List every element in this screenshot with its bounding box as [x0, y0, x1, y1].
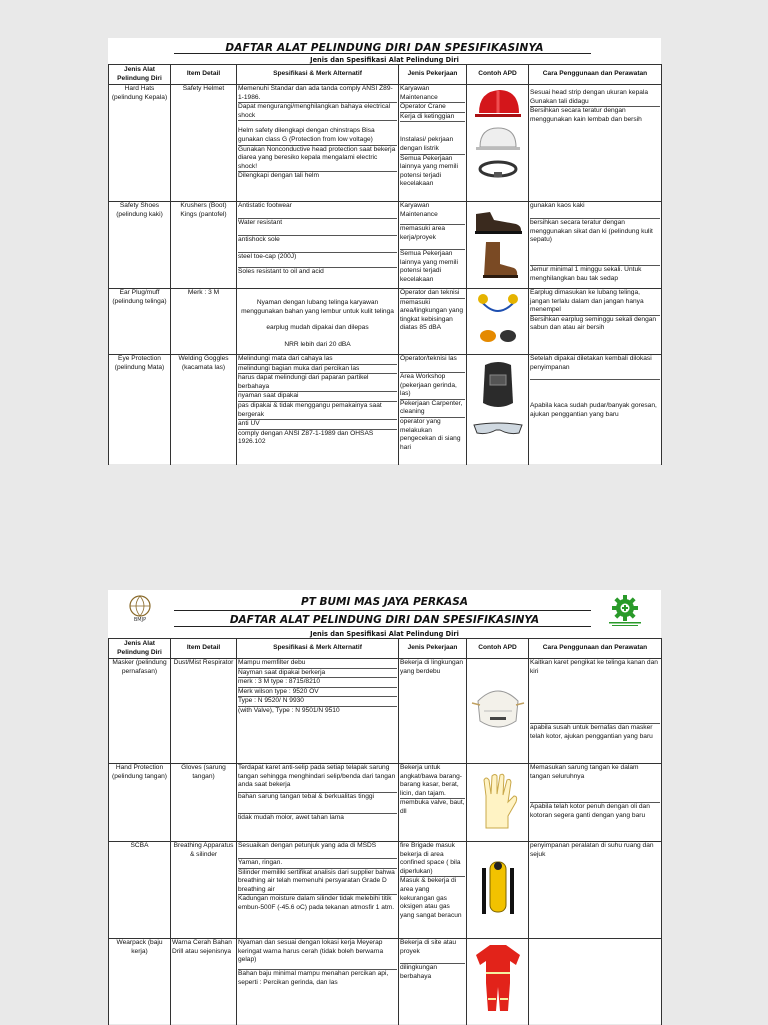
spec-line: Helm safety dilengkapi dengan chinstraps Bisa gunakan class G (Protection from low voltage)	[238, 127, 397, 145]
contoh-apd-cell	[467, 355, 529, 465]
title-rule	[174, 53, 591, 54]
cara-cell	[529, 202, 662, 289]
contoh-apd-cell	[467, 939, 529, 1025]
contoh-apd-cell	[467, 659, 529, 764]
header-contoh: Contoh APD	[467, 65, 529, 85]
safety-glasses-icon	[471, 419, 525, 439]
spec-line: Melindungi mata dari cahaya las	[238, 355, 397, 365]
pekerjaan-line: Bekerja untuk angkat/bawa barang-barang kasar, berat, licin, dan tajam.	[400, 764, 465, 799]
cara-line: bersihkan secara teratur dengan menggunakan sikat dan ki (pelindung kulit sepatu)	[530, 219, 660, 266]
spec-line: earplug mudah dipakai dan dilepas	[266, 324, 369, 332]
spec-line: (with Valve), Type : N 9501/N 9510	[238, 706, 340, 714]
company-name: PT BUMI MAS JAYA PERKASA	[301, 596, 468, 608]
cara-cell	[529, 939, 662, 1025]
spec-line: Antistatic footwear	[238, 202, 397, 219]
jenis-cell: Hard Hats (pelindung Kepala)	[109, 85, 171, 202]
item-cell: Gloves (sarung tangan)	[171, 764, 237, 842]
spec-cell	[237, 289, 399, 355]
logo-text: BMJP	[133, 617, 147, 622]
white-hard-hat-icon	[474, 125, 522, 153]
pekerjaan-cell	[399, 764, 467, 842]
apd-table	[108, 64, 662, 465]
pekerjaan-line: membuka valve, baut, dll	[400, 799, 465, 815]
pekerjaan-cell	[399, 939, 467, 1025]
spec-cell	[237, 355, 399, 465]
k3-gear-logo	[605, 594, 645, 628]
table-subtitle: Jenis dan Spesifikasi Alat Pelindung Diri	[310, 630, 459, 638]
cara-cell	[529, 85, 662, 202]
jenis-cell: Masker (pelindung pernafasan)	[109, 659, 171, 764]
pekerjaan-cell	[399, 202, 467, 289]
pekerjaan-line: Semua Pekerjaan lainnya yang memili potensi terjadi kecelakaan	[400, 154, 458, 188]
spec-line: steel toe-cap (200J)	[238, 253, 397, 268]
spec-line: Silinder memiliki sertifikat analisis dari supplier bahwa breathing air telah memenuhi persyaratan Grade D breathing air	[238, 869, 397, 896]
spec-cell	[237, 659, 399, 764]
pekerjaan-line: Operator Crane	[400, 103, 465, 113]
spec-line: Kadungan moisture dalam silinder tidak melebihi titik embun-500F (-45.6 oC) pada tekanan atmosfir 1 atm.	[238, 895, 395, 911]
welding-mask-icon	[479, 359, 517, 411]
spec-line: Dilengkapi dengan tali helm	[238, 172, 320, 180]
item-cell: Safety Helmet	[171, 85, 237, 202]
title-rule	[174, 610, 591, 611]
jenis-cell: Safety Shoes (pelindung kaki)	[109, 202, 171, 289]
contoh-apd-cell	[467, 289, 529, 355]
pekerjaan-line: dilingkungan berbahaya	[400, 964, 438, 980]
cara-cell	[529, 764, 662, 842]
item-cell: Merk : 3 M	[171, 289, 237, 355]
safety-shoe-icon	[472, 206, 524, 236]
document-page-1	[108, 38, 661, 464]
cara-cell	[529, 289, 662, 355]
table-row	[109, 764, 662, 842]
cara-cell: penyimpanan peralatan di suhu ruang dan sejuk	[529, 842, 662, 939]
spec-line: Nayman saat dipakai berkerja	[238, 669, 397, 679]
apd-table	[108, 638, 662, 1025]
safety-boot-icon	[476, 240, 520, 280]
spec-cell	[237, 764, 399, 842]
pekerjaan-line: Area Workshop (pekerjaan gerinda, las)	[400, 373, 465, 400]
cara-line: Sesuai head strip dengan ukuran kepala Gunakan tali didagu	[530, 89, 660, 107]
header-pekerjaan: Jenis Pekerjaan	[399, 65, 467, 85]
wearpack-icon	[472, 943, 524, 1013]
table-row	[109, 355, 662, 465]
spec-line: melindungi bagian muka dari percikan las	[238, 365, 397, 375]
pekerjaan-line: Operator/teknisi las	[400, 355, 465, 373]
contoh-apd-cell	[467, 202, 529, 289]
spec-cell	[237, 202, 399, 289]
spec-line: nyaman saat dipakai	[238, 392, 397, 402]
cara-line: Setelah dipakai diletakan kembali dilokasi penyimpanan	[530, 355, 660, 380]
page-title: DAFTAR ALAT PELINDUNG DIRI DAN SPESIFIKASINYA	[225, 42, 544, 54]
dust-mask-icon	[470, 681, 526, 733]
pekerjaan-cell	[399, 289, 467, 355]
pekerjaan-line: memasuki area/lingkungan yang tingkat kebisingan diatas 85 dBA	[400, 298, 464, 332]
spec-line: comply dengan ANSI Z87-1-1989 dan OHSAS 1926.102	[238, 429, 374, 446]
spec-line: Yaman, ringan.	[238, 859, 397, 869]
page-title: DAFTAR ALAT PELINDUNG DIRI DAN SPESIFIKASINYA	[229, 614, 540, 626]
glove-icon	[476, 772, 520, 830]
contoh-apd-cell	[467, 842, 529, 939]
spec-cell	[237, 85, 399, 202]
pekerjaan-line: Kerja di ketinggian	[400, 113, 465, 123]
pekerjaan-line: Instalasi/ pekrjaan dengan listrik	[400, 136, 465, 154]
cara-cell	[529, 659, 662, 764]
pekerjaan-line: Bekerja di site atau proyek	[400, 939, 465, 964]
spec-cell	[237, 939, 399, 1025]
spec-line: bahan sarung tangan tebal & berkualitas tinggi	[238, 793, 397, 814]
spec-line: antishock sole	[238, 236, 397, 253]
table-subtitle: Jenis dan Spesifikasi Alat Pelindung Diri	[310, 56, 459, 64]
cara-line: apabila susah untuk bernafas dan masker telah kotor, ajukan penggantian yang baru	[530, 724, 653, 740]
pekerjaan-cell: Bekerja di lingkungan yang berdebu	[399, 659, 467, 764]
spec-line: tidak mudah molor, awet tahan lama	[238, 814, 344, 821]
pekerjaan-line: Operator dan teknisi	[400, 289, 465, 299]
spec-line: Terdapat karet anti-selip pada setiap telapak sarung tangan sehingga menghindari selip/benda dari tangan anda saat bekerja	[238, 764, 397, 793]
pekerjaan-line: operator yang melakukan pengecekan di siang hari	[400, 417, 461, 451]
header-jenis: Jenis Alat Pelindung Diri	[109, 65, 171, 85]
cara-line: Jemur minimal 1 minggu sekali. Untuk menghilangkan bau tak sedap	[530, 266, 642, 282]
pekerjaan-line: fire Brigade masuk bekerja di area confined space ( bila diperlukan)	[400, 842, 465, 877]
red-hard-hat-icon	[473, 85, 523, 121]
spec-line: Merk wilson type : 9520 OV	[238, 688, 397, 698]
cara-line: Memasukan sarung tangan ke dalam tangan seluruhnya	[530, 764, 660, 803]
spec-line: merk : 3 M type : 8715/8210	[238, 678, 397, 688]
table-row	[109, 289, 662, 355]
cara-line: Earplug dimasukan ke lubang telinga, jangan terlalu dalam dan jangan hanya menempel	[530, 289, 660, 316]
jenis-cell: Wearpack (baju kerja)	[109, 939, 171, 1025]
ear-plug-icon	[475, 291, 521, 321]
table-row	[109, 202, 662, 289]
spec-line: Water resistant	[238, 219, 397, 236]
spec-line: Sesuaikan dengan petunjuk yang ada di MSDS	[238, 842, 397, 859]
cara-line: Kaitkan karet pengikat ke telinga kanan dan kiri	[530, 659, 660, 724]
item-cell: Warna Cerah Bahan Drill atau sejenisnya	[171, 939, 237, 1025]
chinstrap-icon	[476, 157, 520, 181]
item-cell: Dust/Mist Respirator	[171, 659, 237, 764]
header-pekerjaan: Jenis Pekerjaan	[399, 639, 467, 659]
jenis-cell: SCBA	[109, 842, 171, 939]
cara-line: Bersihkan secara teratur dengan menggunakan kain lembab dan bersih	[530, 107, 642, 123]
item-cell: Krushers (Boot) Kings (pantofel)	[171, 202, 237, 289]
jenis-cell: Eye Protection (pelindung Mata)	[109, 355, 171, 465]
table-header-row	[109, 639, 662, 659]
spec-line: Bahan baju minimal mampu menahan percikan api, seperti : Percikan gerinda, dan las	[238, 970, 389, 986]
spec-line: NRR lebih dari 20 dBA	[284, 340, 351, 348]
document-page-2	[108, 590, 661, 1024]
table-row	[109, 85, 662, 202]
header-item: Item Detail	[171, 65, 237, 85]
pekerjaan-line: memasuki area kerja/proyek	[400, 225, 465, 250]
pekerjaan-line: Semua Pekerjaan lainnya yang memili potensi terjadi kecelakaan	[400, 250, 458, 283]
table-row	[109, 939, 662, 1025]
spec-line: Type : N 9520/ N 9930	[238, 697, 397, 707]
spec-cell	[237, 842, 399, 939]
spec-line: anti UV	[238, 420, 397, 430]
header-contoh: Contoh APD	[467, 639, 529, 659]
title-rule	[174, 626, 591, 627]
pekerjaan-line: Karyawan Maintenance	[400, 85, 465, 103]
header-item: Item Detail	[171, 639, 237, 659]
pekerjaan-line: Masuk & bekerja di area yang kekurangan gas oksigen atau gas yang sangat beracun	[400, 877, 462, 919]
cara-line: gunakan kaos kaki	[530, 202, 660, 219]
pekerjaan-cell	[399, 85, 467, 202]
table-header-row	[109, 65, 662, 85]
table-row	[109, 659, 662, 764]
jenis-cell: Hand Protection (pelindung tangan)	[109, 764, 171, 842]
spec-line: Gunakan Nonconductive head protection saat bekerja diarea yang beresiko kepala mengalami electric shock!	[238, 146, 397, 173]
cara-line: Apabila telah kotor penuh dengan oli dan kotoran segera ganti dengan yang baru	[530, 803, 650, 819]
header-spec: Spesifikasi & Merk Alternatif	[237, 65, 399, 85]
jenis-cell: Ear Plug/muff (pelindung telinga)	[109, 289, 171, 355]
cara-line: Apabila kaca sudah pudar/banyak goresan, ajukan penggantian yang baru	[530, 402, 657, 418]
spec-line: Nyaman dan sesuai dengan lokasi kerja Meyerap keringat warna harus cerah (tidak boleh berwarna gelap)	[238, 939, 397, 970]
cara-line: Bersihkan earplug seminggu sekali dengan sabun dan atau air bersih	[530, 315, 657, 332]
ear-plug-pair-icon	[475, 325, 521, 347]
header-cara: Cara Penggunaan dan Perawatan	[529, 639, 662, 659]
contoh-apd-cell	[467, 764, 529, 842]
header-cara: Cara Penggunaan dan Perawatan	[529, 65, 662, 85]
spec-line: Nyaman dengan lubang telinga karyawan menggunakan bahan yang lembur untuk kulit telinga	[241, 299, 394, 315]
table-row	[109, 842, 662, 939]
spec-line: Memenuhi Standar dan ada tanda comply ANSI Z89-1-1986.	[238, 85, 397, 103]
item-cell: Welding Goggles (kacamata las)	[171, 355, 237, 465]
contoh-apd-cell	[467, 85, 529, 202]
header-spec: Spesifikasi & Merk Alternatif	[237, 639, 399, 659]
pekerjaan-line: Karyawan Maintenance	[400, 202, 465, 225]
cara-cell	[529, 355, 662, 465]
spec-line: Dapat mengurangi/menghilangkan bahaya electrical shock	[238, 103, 397, 121]
spec-line: harus dapat melindungi dari paparan partikel berbahaya	[238, 374, 397, 392]
item-cell: Breathing Apparatus & silinder	[171, 842, 237, 939]
pekerjaan-cell	[399, 842, 467, 939]
header-jenis: Jenis Alat Pelindung Diri	[109, 639, 171, 659]
spec-line: Soles resistant to oil and acid	[238, 268, 324, 275]
pekerjaan-cell	[399, 355, 467, 465]
pekerjaan-line: Pekerjaan Carpenter, cleaning	[400, 400, 465, 418]
scba-icon	[478, 858, 518, 922]
spec-line: pas dipakai & tidak menggangu pemakainya saat bergerak	[238, 402, 397, 420]
spec-line: Mampu memfilter debu	[238, 659, 397, 669]
